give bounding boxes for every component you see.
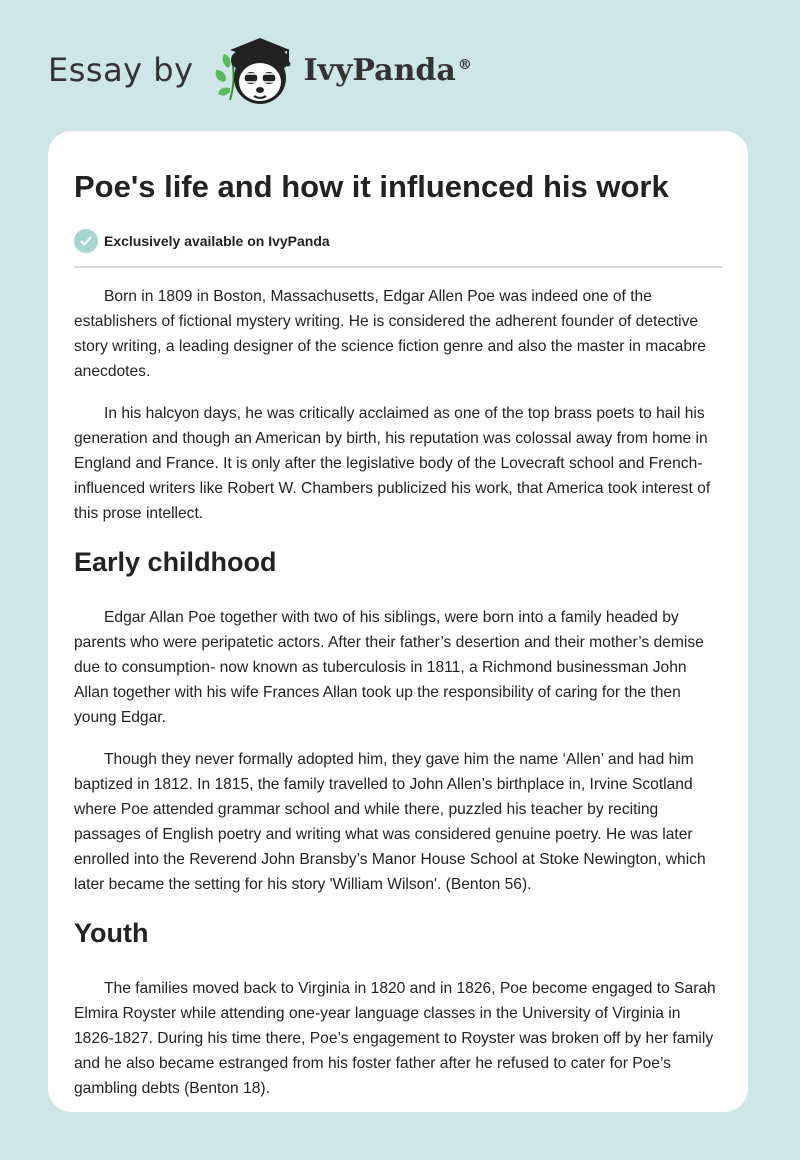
exclusive-label: Exclusively available on IvyPanda xyxy=(104,233,330,249)
page-title: Poe's life and how it influenced his work xyxy=(74,169,669,204)
section-heading: Early childhood xyxy=(74,547,277,577)
paragraph: Born in 1809 in Boston, Massachusetts, Edgar Allen Poe was indeed one of the establishers of fictional mystery writing. He is considered the adherent founder of detective story writing, a leading designer of the science fiction genre and also the master in macabre anecdotes. xyxy=(74,288,706,380)
essay-by-label: Essay by xyxy=(48,51,194,89)
check-icon xyxy=(74,229,98,253)
paragraph: The families moved back to Virginia in 1820 and in 1826, Poe become engaged to Sarah Elmira Royster while attending one-year language classes in the University of Virginia in 1826-1827. During his time there, Poe’s engagement to Royster was broken off by her family and he also became estranged from his foster father after he refused to cater for Poe’s gambling debts (Benton 18). xyxy=(74,980,716,1097)
essay-card xyxy=(48,131,748,1112)
section-heading: Youth xyxy=(74,918,149,948)
paragraph: Edgar Allan Poe together with two of his siblings, were born into a family headed by parents who were peripatetic actors. After their father’s desertion and their mother’s demise due to consumption- now known as tuberculosis in 1811, a Richmond businessman John Allan together with his wife Frances Allan took up the responsibility of caring for the then young Edgar. xyxy=(74,609,704,726)
divider xyxy=(74,266,722,268)
brand-name: IvyPanda ® xyxy=(303,52,472,88)
panda-graduate-icon xyxy=(210,30,300,110)
ivypanda-logo[interactable] xyxy=(210,30,472,110)
site-header xyxy=(48,30,472,110)
paragraph: Though they never formally adopted him, they gave him the name ‘Allen’ and had him baptized in 1812. In 1815, the family travelled to John Allen’s birthplace in, Irvine Scotland where Poe attended grammar school and while there, puzzled his teacher by reciting passages of English poetry and writing what was considered genuine poetry. He was later enrolled into the Reverend John Bransby’s Manor House School at Stoke Newington, which later became the setting for his story 'William Wilson'. (Benton 56). xyxy=(74,751,706,893)
exclusive-badge xyxy=(74,229,722,253)
paragraph: In his halcyon days, he was critically acclaimed as one of the top brass poets to hail his generation and though an American by birth, his reputation was colossal away from home in England and France. It is only after the legislative body of the Lovecraft school and French-influenced writers like Robert W. Chambers publicized his work, that America took interest of this prose intellect. xyxy=(74,405,711,522)
